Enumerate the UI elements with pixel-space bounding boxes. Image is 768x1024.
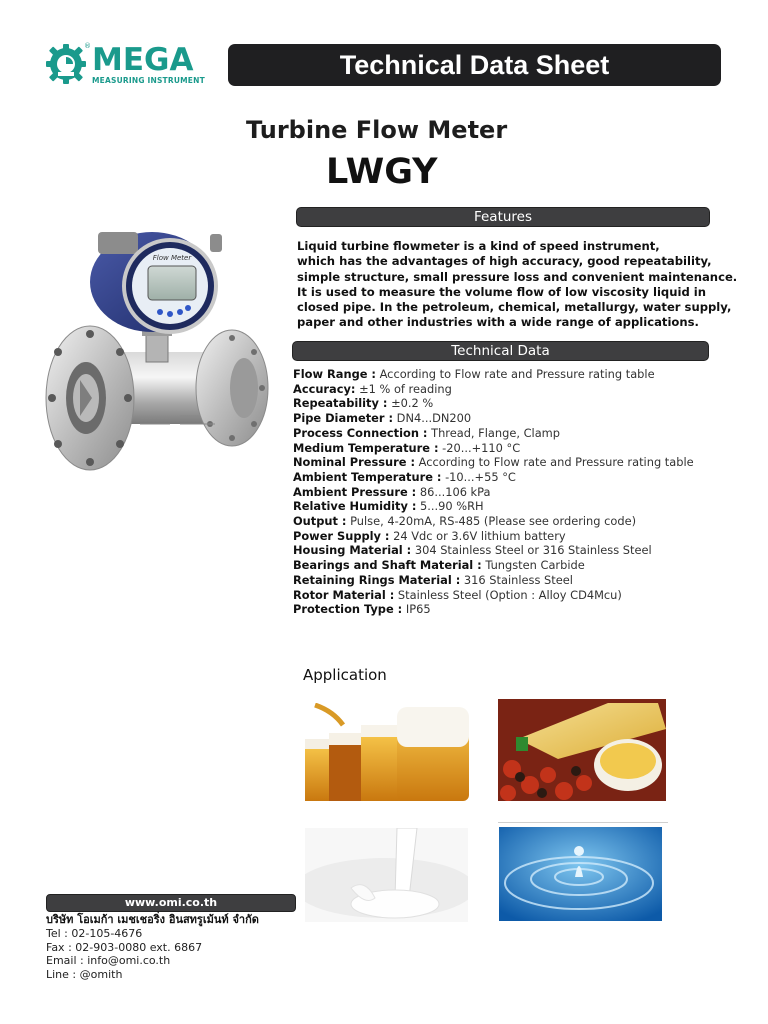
spec-value: -10...+55 °C xyxy=(441,469,516,484)
spec-value: According to Flow rate and Pressure rating table xyxy=(375,367,655,381)
spec-label: Housing Material : xyxy=(293,543,412,558)
features-line: It is used to measure the volume flow of low viscosity liquid in xyxy=(297,284,707,299)
spec-value: IP65 xyxy=(402,602,431,617)
spec-label: Accuracy: xyxy=(293,381,356,396)
gear-logo-icon xyxy=(44,42,88,86)
brand-name: MEGA xyxy=(92,42,194,78)
mega-logo xyxy=(44,42,204,90)
spec-value: 316 Stainless Steel xyxy=(460,572,573,587)
spec-row xyxy=(293,426,723,441)
features-line: paper and other industries with a wide range of applications. xyxy=(297,315,699,330)
beer-application-image xyxy=(303,703,471,801)
spec-label: Output : xyxy=(293,514,347,529)
spec-value: Pulse, 4-20mA, RS-485 (Please see ordering code) xyxy=(346,514,637,529)
spec-row xyxy=(293,499,723,514)
divider-line xyxy=(498,822,668,823)
spec-value: Tungsten Carbide xyxy=(481,558,585,573)
spec-value: 24 Vdc or 3.6V lithium battery xyxy=(389,528,566,543)
turbine-flow-meter-image xyxy=(40,220,280,510)
spec-row xyxy=(293,441,723,456)
water-application-image xyxy=(499,827,662,921)
website-link[interactable]: www.omi.co.th xyxy=(46,894,296,912)
contact-fax: Fax : 02-903-0080 ext. 6867 xyxy=(46,940,203,954)
features-line: simple structure, small pressure loss and convenient maintenance. xyxy=(297,269,738,284)
spec-row xyxy=(293,602,723,617)
application-heading: Application xyxy=(303,666,387,684)
spec-row xyxy=(293,588,723,603)
spec-label: Ambient Temperature : xyxy=(293,469,442,484)
features-line: Liquid turbine flowmeter is a kind of speed instrument, xyxy=(297,239,660,253)
spec-label: Medium Temperature : xyxy=(293,440,439,455)
spec-row xyxy=(293,529,723,544)
spec-label: Pipe Diameter : xyxy=(293,411,394,426)
spec-value: -20...+110 °C xyxy=(438,440,521,455)
spec-label: Retaining Rings Material : xyxy=(293,572,461,587)
milk-application-image xyxy=(305,828,468,922)
spec-label: Bearings and Shaft Material : xyxy=(293,558,482,573)
spec-row xyxy=(293,396,723,411)
meter-display-label: Flow Meter xyxy=(152,254,192,262)
palm-oil-application-image xyxy=(498,699,666,801)
brand-subtitle: MEASURING INSTRUMENT xyxy=(92,76,205,85)
spec-label: Process Connection : xyxy=(293,425,428,440)
contact-info xyxy=(46,913,259,982)
spec-value: According to Flow rate and Pressure rating table xyxy=(415,455,694,470)
spec-row xyxy=(293,485,723,500)
spec-value: Stainless Steel (Option : Alloy CD4Mcu) xyxy=(394,587,622,602)
spec-row xyxy=(293,411,723,426)
spec-value: ±1 % of reading xyxy=(355,381,452,396)
header-title-bar: Technical Data Sheet xyxy=(228,44,721,86)
spec-label: Protection Type : xyxy=(293,602,403,617)
contact-email[interactable]: Email : info@omi.co.th xyxy=(46,954,171,968)
technical-spec-list xyxy=(293,367,723,617)
features-description xyxy=(297,239,738,331)
spec-label: Rotor Material : xyxy=(293,587,395,602)
spec-row xyxy=(293,514,723,529)
spec-label: Ambient Pressure : xyxy=(293,484,417,499)
spec-value: DN4...DN200 xyxy=(393,411,472,426)
spec-value: ±0.2 % xyxy=(387,396,434,411)
spec-row xyxy=(293,455,723,470)
contact-tel: Tel : 02-105-4676 xyxy=(46,926,143,940)
spec-row xyxy=(293,470,723,485)
spec-value: 304 Stainless Steel or 316 Stainless Steel xyxy=(411,543,652,558)
spec-label: Relative Humidity : xyxy=(293,499,417,514)
spec-label: Flow Range : xyxy=(293,367,376,381)
features-line: closed pipe. In the petroleum, chemical, metallurgy, water supply, xyxy=(297,300,732,315)
product-model: LWGY xyxy=(326,152,438,192)
contact-line: Line : @omith xyxy=(46,968,123,982)
technical-data-heading: Technical Data xyxy=(292,341,709,361)
spec-row xyxy=(293,543,723,558)
spec-label: Nominal Pressure : xyxy=(293,455,416,470)
product-title: Turbine Flow Meter xyxy=(246,116,508,144)
features-line: which has the advantages of high accuracy, good repeatability, xyxy=(297,254,712,269)
spec-value: 5...90 %RH xyxy=(416,499,484,514)
spec-label: Repeatability : xyxy=(293,396,388,411)
spec-row xyxy=(293,382,723,397)
spec-value: Thread, Flange, Clamp xyxy=(427,425,560,440)
spec-label: Power Supply : xyxy=(293,528,390,543)
company-name: บริษัท โอเมก้า เมชเชอริ่ง อินสทรูเม้นท์ จำกัด xyxy=(46,913,259,926)
spec-value: 86...106 kPa xyxy=(416,484,491,499)
registered-mark: ® xyxy=(84,42,91,50)
spec-row xyxy=(293,367,723,382)
spec-row xyxy=(293,573,723,588)
features-heading: Features xyxy=(296,207,710,227)
spec-row xyxy=(293,558,723,573)
